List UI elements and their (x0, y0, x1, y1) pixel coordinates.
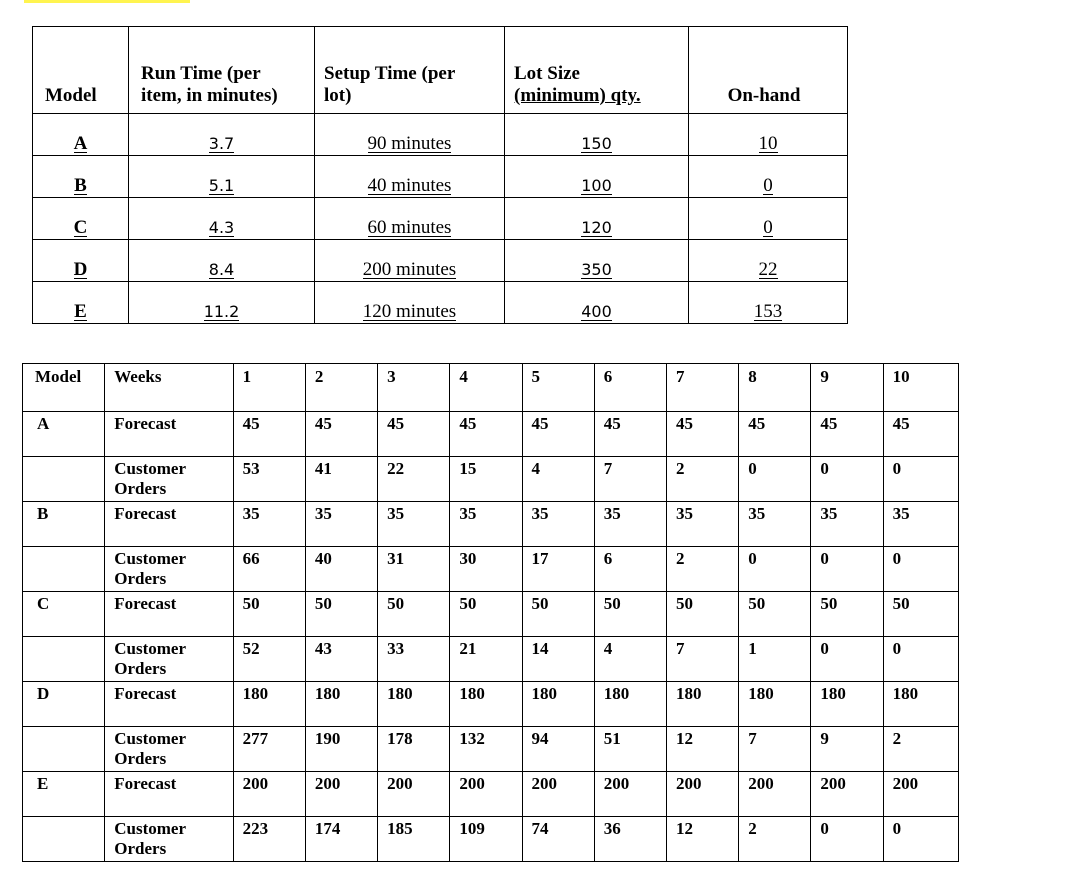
forecast-value: 45 (305, 412, 377, 457)
orders-value: 53 (233, 457, 305, 502)
forecast-value: 200 (305, 772, 377, 817)
orders-value: 9 (811, 727, 883, 772)
orders-value: 178 (378, 727, 450, 772)
forecast-value: 200 (233, 772, 305, 817)
forecast-value: 180 (450, 682, 522, 727)
orders-value: 0 (739, 457, 811, 502)
forecast-label: Forecast (105, 682, 233, 727)
table-row (33, 282, 848, 324)
forecast-value: 180 (739, 682, 811, 727)
forecast-value: 35 (594, 502, 666, 547)
orders-value: 15 (450, 457, 522, 502)
orders-value: 0 (883, 457, 958, 502)
forecast-label: Forecast (105, 502, 233, 547)
forecast-value: 200 (522, 772, 594, 817)
orders-value: 22 (378, 457, 450, 502)
orders-value: 2 (666, 457, 738, 502)
header-lot-size: Lot Size (minimum) qty. (505, 27, 689, 114)
cell-on-hand: 10 (689, 114, 848, 156)
week-header: 10 (883, 364, 958, 412)
cell-lot-size: 150 (505, 114, 689, 156)
forecast-value: 50 (811, 592, 883, 637)
cell-setup-time: 60 minutes (315, 198, 505, 240)
table-row (33, 240, 848, 282)
week-header: 3 (378, 364, 450, 412)
week-header: 1 (233, 364, 305, 412)
forecast-value: 45 (233, 412, 305, 457)
header-on-hand: On-hand (689, 27, 848, 114)
forecast-value: 35 (739, 502, 811, 547)
cell-setup-time: 120 minutes (315, 282, 505, 324)
orders-value: 7 (666, 637, 738, 682)
orders-value: 14 (522, 637, 594, 682)
forecast-value: 50 (522, 592, 594, 637)
forecast-value: 50 (883, 592, 958, 637)
table-row (33, 156, 848, 198)
forecast-value: 35 (233, 502, 305, 547)
orders-value: 43 (305, 637, 377, 682)
forecast-value: 45 (594, 412, 666, 457)
forecast-value: 180 (666, 682, 738, 727)
week-header: 7 (666, 364, 738, 412)
forecast-value: 200 (378, 772, 450, 817)
cell-run-time: 8.4 (129, 240, 315, 282)
orders-value: 190 (305, 727, 377, 772)
forecast-value: 45 (811, 412, 883, 457)
model-parameters-table (32, 26, 848, 324)
forecast-value: 35 (666, 502, 738, 547)
orders-value: 94 (522, 727, 594, 772)
cell-model: D (33, 240, 129, 282)
forecast-row (23, 772, 959, 817)
model-label: D (23, 682, 105, 727)
orders-label: Customer Orders (105, 457, 233, 502)
orders-value: 33 (378, 637, 450, 682)
orders-value: 4 (594, 637, 666, 682)
header-setup-time: Setup Time (per lot) (315, 27, 505, 114)
cell-lot-size: 100 (505, 156, 689, 198)
cell-on-hand: 0 (689, 156, 848, 198)
orders-value: 31 (378, 547, 450, 592)
orders-value: 0 (811, 547, 883, 592)
cell-setup-time: 40 minutes (315, 156, 505, 198)
forecast-value: 45 (666, 412, 738, 457)
orders-value: 2 (883, 727, 958, 772)
orders-row (23, 637, 959, 682)
cell-on-hand: 22 (689, 240, 848, 282)
orders-label: Customer Orders (105, 547, 233, 592)
orders-value: 0 (883, 637, 958, 682)
forecast-value: 45 (522, 412, 594, 457)
orders-label: Customer Orders (105, 727, 233, 772)
forecast-value: 45 (450, 412, 522, 457)
forecast-value: 35 (305, 502, 377, 547)
weeks-header-row (23, 364, 959, 412)
orders-value: 0 (883, 547, 958, 592)
orders-label: Customer Orders (105, 817, 233, 862)
forecast-value: 35 (522, 502, 594, 547)
forecast-row (23, 412, 959, 457)
cell-setup-time: 90 minutes (315, 114, 505, 156)
orders-value: 0 (739, 547, 811, 592)
cell-setup-time: 200 minutes (315, 240, 505, 282)
cell-model: A (33, 114, 129, 156)
forecast-value: 35 (378, 502, 450, 547)
forecast-value: 180 (594, 682, 666, 727)
forecast-row (23, 592, 959, 637)
week-header: 4 (450, 364, 522, 412)
week-header: 6 (594, 364, 666, 412)
model-label: A (23, 412, 105, 457)
forecast-value: 180 (883, 682, 958, 727)
forecast-row (23, 502, 959, 547)
orders-value: 21 (450, 637, 522, 682)
orders-value: 0 (811, 457, 883, 502)
orders-value: 51 (594, 727, 666, 772)
forecast-value: 200 (883, 772, 958, 817)
header-run-time: Run Time (per item, in minutes) (129, 27, 315, 114)
table-row (33, 114, 848, 156)
orders-value: 0 (883, 817, 958, 862)
forecast-value: 50 (594, 592, 666, 637)
orders-value: 185 (378, 817, 450, 862)
forecast-label: Forecast (105, 412, 233, 457)
week-header: 8 (739, 364, 811, 412)
header-model: Model (23, 364, 105, 412)
header-weeks: Weeks (105, 364, 233, 412)
forecast-value: 50 (739, 592, 811, 637)
orders-value: 17 (522, 547, 594, 592)
forecast-value: 200 (811, 772, 883, 817)
orders-value: 2 (739, 817, 811, 862)
orders-value: 41 (305, 457, 377, 502)
forecast-value: 180 (305, 682, 377, 727)
forecast-value: 200 (666, 772, 738, 817)
forecast-value: 35 (811, 502, 883, 547)
cell-run-time: 5.1 (129, 156, 315, 198)
cell-lot-size: 120 (505, 198, 689, 240)
orders-value: 7 (594, 457, 666, 502)
cell-lot-size: 400 (505, 282, 689, 324)
forecast-value: 35 (883, 502, 958, 547)
week-header: 2 (305, 364, 377, 412)
week-header: 9 (811, 364, 883, 412)
forecast-value: 50 (233, 592, 305, 637)
forecast-label: Forecast (105, 592, 233, 637)
orders-value: 74 (522, 817, 594, 862)
forecast-value: 45 (739, 412, 811, 457)
cell-on-hand: 0 (689, 198, 848, 240)
forecast-value: 50 (450, 592, 522, 637)
cell-run-time: 4.3 (129, 198, 315, 240)
forecast-value: 180 (378, 682, 450, 727)
forecast-label: Forecast (105, 772, 233, 817)
orders-value: 0 (811, 637, 883, 682)
orders-row (23, 457, 959, 502)
forecast-value: 50 (305, 592, 377, 637)
orders-row (23, 727, 959, 772)
header-row (33, 27, 848, 114)
model-label: B (23, 502, 105, 547)
orders-value: 36 (594, 817, 666, 862)
cell-model: E (33, 282, 129, 324)
orders-value: 30 (450, 547, 522, 592)
empty-cell (23, 637, 105, 682)
orders-value: 6 (594, 547, 666, 592)
forecast-value: 180 (522, 682, 594, 727)
cell-run-time: 11.2 (129, 282, 315, 324)
orders-value: 277 (233, 727, 305, 772)
forecast-value: 200 (450, 772, 522, 817)
orders-value: 223 (233, 817, 305, 862)
forecast-value: 180 (233, 682, 305, 727)
orders-value: 2 (666, 547, 738, 592)
forecast-value: 50 (378, 592, 450, 637)
orders-row (23, 547, 959, 592)
orders-value: 12 (666, 817, 738, 862)
orders-row (23, 817, 959, 862)
empty-cell (23, 457, 105, 502)
orders-value: 174 (305, 817, 377, 862)
forecast-value: 200 (739, 772, 811, 817)
highlight-mark (24, 0, 190, 3)
orders-value: 1 (739, 637, 811, 682)
forecast-value: 200 (594, 772, 666, 817)
cell-run-time: 3.7 (129, 114, 315, 156)
orders-value: 12 (666, 727, 738, 772)
orders-value: 0 (811, 817, 883, 862)
cell-model: B (33, 156, 129, 198)
empty-cell (23, 547, 105, 592)
orders-value: 109 (450, 817, 522, 862)
empty-cell (23, 817, 105, 862)
cell-on-hand: 153 (689, 282, 848, 324)
orders-value: 7 (739, 727, 811, 772)
forecast-value: 45 (883, 412, 958, 457)
orders-label: Customer Orders (105, 637, 233, 682)
model-label: E (23, 772, 105, 817)
header-model: Model (33, 27, 129, 114)
orders-value: 66 (233, 547, 305, 592)
table-row (33, 198, 848, 240)
forecast-value: 45 (378, 412, 450, 457)
orders-value: 132 (450, 727, 522, 772)
orders-value: 52 (233, 637, 305, 682)
orders-value: 4 (522, 457, 594, 502)
forecast-row (23, 682, 959, 727)
empty-cell (23, 727, 105, 772)
forecast-value: 35 (450, 502, 522, 547)
model-label: C (23, 592, 105, 637)
cell-model: C (33, 198, 129, 240)
forecast-value: 180 (811, 682, 883, 727)
orders-value: 40 (305, 547, 377, 592)
forecast-value: 50 (666, 592, 738, 637)
demand-table (22, 363, 959, 862)
cell-lot-size: 350 (505, 240, 689, 282)
week-header: 5 (522, 364, 594, 412)
